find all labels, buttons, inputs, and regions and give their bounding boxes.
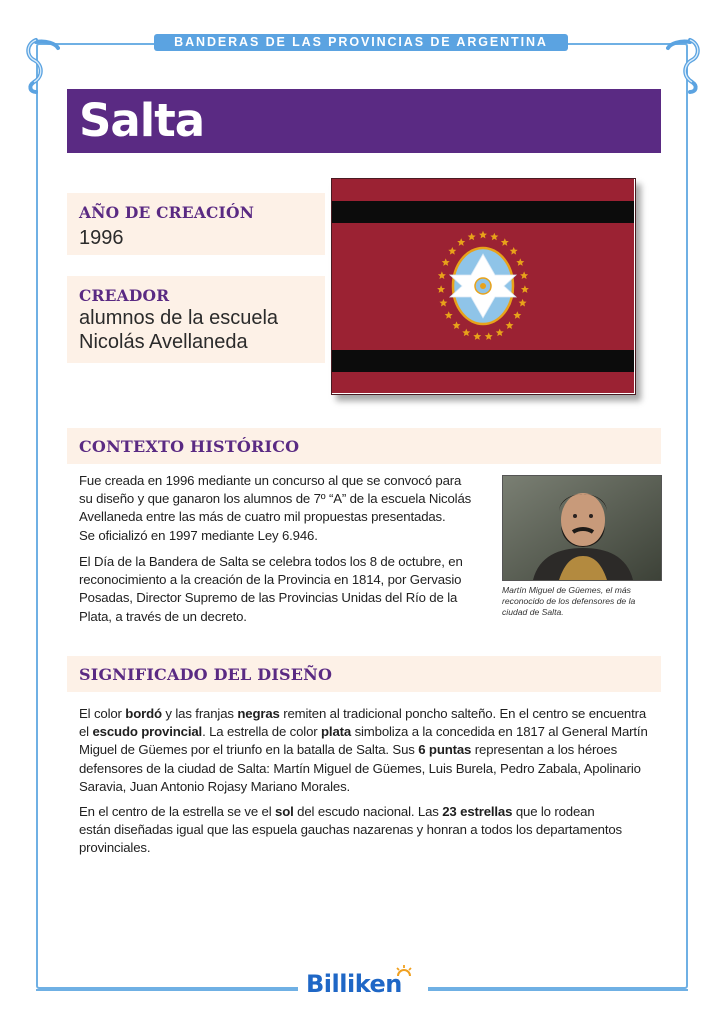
context-heading-bar xyxy=(67,428,661,464)
logo-sun-icon xyxy=(395,965,413,977)
creation-year-value: 1996 xyxy=(79,227,124,249)
flag-black-stripe-top xyxy=(332,201,634,223)
creator-label: CREADOR xyxy=(79,286,170,305)
design-heading-bar xyxy=(67,656,661,692)
flag-black-stripe-bottom xyxy=(332,350,634,372)
creator-box xyxy=(67,276,325,363)
creation-year-box xyxy=(67,193,325,255)
design-paragraph-1: El color bordó y las franjas negras remiten al tradicional poncho salteño. En el centro se encuentra el escudo provincial. La estrella de color plata simboliza a la concedida en 1817 al General Martín Miguel de Güemes por el triunfo en la batalla de Salta. Sus 6 puntas representan a los héroes defensores de la ciudad de Salta: Martín Miguel de Güemes, Luis Burela, Pedro Zabala, Apolinario Saravia, Juan Antonio Rojasy Mariano Morales. xyxy=(79,706,648,794)
design-paragraph-2: En el centro de la estrella se ve el sol del escudo nacional. Las 23 estrellas que lo rodean están diseñadas igual que las espuela gauchas nazarenas y honran a todos los departamentos provinciales. xyxy=(79,804,622,856)
title-bar xyxy=(67,89,661,153)
design-heading: SIGNIFICADO DEL DISEÑO xyxy=(79,665,333,684)
billiken-logo: Billiken xyxy=(306,970,402,998)
flag-image xyxy=(332,179,634,393)
creator-line-2: Nicolás Avellaneda xyxy=(79,331,248,353)
ribbon-right-icon xyxy=(666,36,704,94)
portrait-caption: Martín Miguel de Güemes, el más reconocido de los defensores de la ciudad de Salta. xyxy=(502,585,636,617)
creator-line-1: alumnos de la escuela xyxy=(79,307,279,329)
salta-flag xyxy=(331,178,636,395)
creation-year-label: AÑO DE CREACIÓN xyxy=(79,203,255,222)
ribbon-left-icon xyxy=(22,36,60,94)
context-heading: CONTEXTO HISTÓRICO xyxy=(79,437,300,456)
context-paragraph-2: El Día de la Bandera de Salta se celebra todos los 8 de octubre, en reconocimiento a la creación de la Provincia en 1814, por Gervasio Posadas, Director Supremo de las Provincias Unidas del Río de la Plata, a través de un decreto. xyxy=(79,554,463,624)
context-paragraph-1: Fue creada en 1996 mediante un concurso al que se convocó para su diseño y que ganaron los alumnos de 7º “A” de la escuela Nicolás Avellaneda entre las más de cuatro mil propuestas presentadas. Se oficializó en 1997 mediante Ley 6.946. xyxy=(79,473,472,543)
page-title: Salta xyxy=(79,94,205,147)
series-banner: BANDERAS DE LAS PROVINCIAS DE ARGENTINA xyxy=(154,34,568,51)
guemes-portrait xyxy=(502,475,662,581)
creator-value xyxy=(79,306,278,354)
